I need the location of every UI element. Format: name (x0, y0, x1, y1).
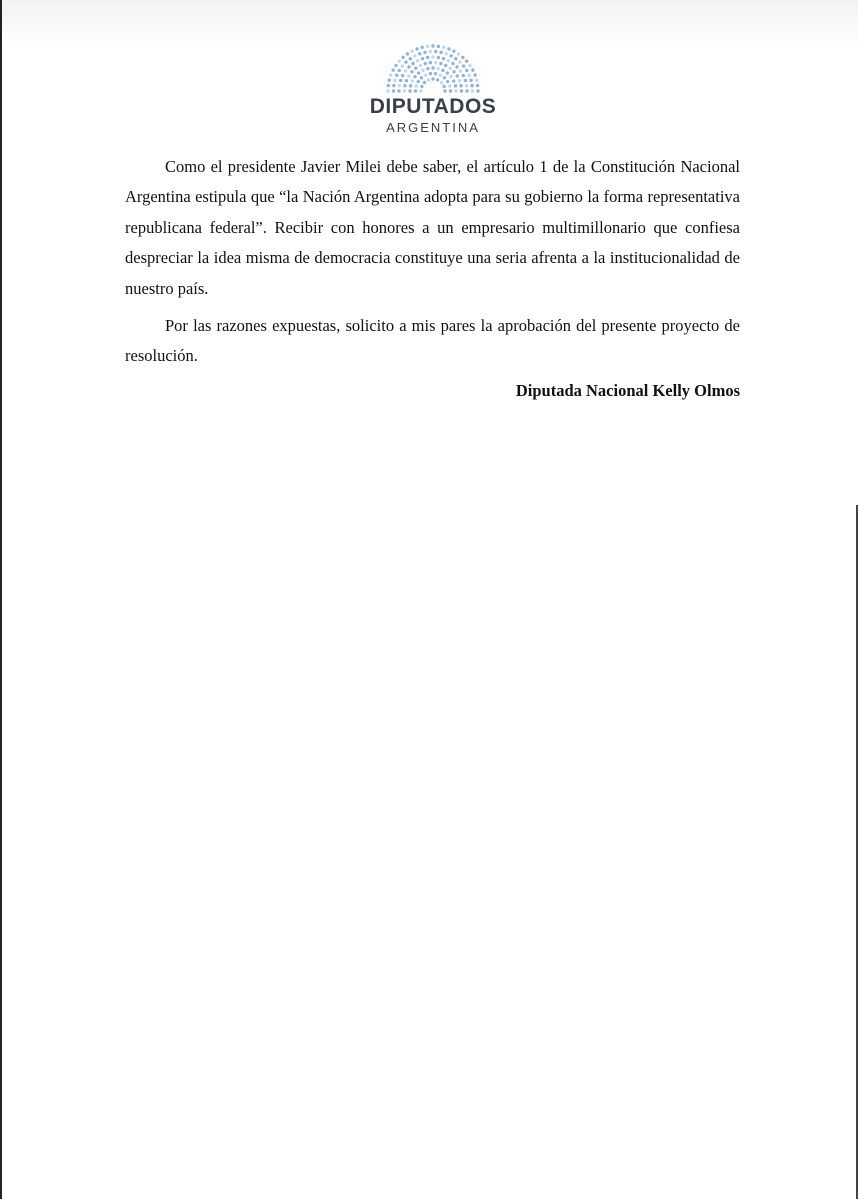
seat-dot (420, 76, 423, 79)
page-left-edge (0, 0, 2, 1199)
page-top-shade (2, 0, 858, 48)
seat-dot (415, 47, 418, 50)
seat-dot (443, 76, 446, 79)
seat-dot (395, 74, 398, 77)
seat-dot (460, 89, 463, 92)
seat-dot (398, 69, 401, 72)
seat-dot (446, 71, 449, 74)
seat-dot (454, 57, 457, 60)
seat-dot (405, 79, 408, 82)
seat-dot (459, 69, 462, 72)
seat-dot (462, 74, 465, 77)
seat-dot (404, 60, 407, 63)
seat-dot (473, 73, 476, 76)
seat-dot (401, 56, 404, 59)
seat-dot (417, 80, 420, 83)
seat-dot (458, 79, 461, 82)
seat-dot (452, 49, 455, 52)
seat-dot (386, 89, 389, 92)
seat-dot (426, 67, 429, 70)
seat-dot (403, 84, 406, 87)
seat-dot (392, 84, 395, 87)
seat-dot (457, 52, 460, 55)
seat-dot (442, 85, 445, 88)
seat-dot (431, 55, 434, 58)
seat-dot (410, 49, 413, 52)
seat-dot (454, 89, 457, 92)
seat-dot (411, 62, 414, 65)
seat-dot (462, 64, 465, 67)
paragraph-1: Como el presidente Javier Milei debe saber, el artículo 1 de la Constitución Nacional Argentina estipula que “la Nación Argentina adopta para su gobierno la forma representativa republicana federal”. Recibir con honores a un empresario multimillonario que confiesa despreciar la idea misma de democracia constituye una seria afrenta a la institucionalidad de nuestro país. (125, 157, 740, 298)
seat-dot (414, 67, 417, 70)
seat-dot (424, 73, 427, 76)
chamber-seats-icon (385, 44, 481, 94)
seat-dot (442, 57, 445, 60)
seat-dot (458, 60, 461, 63)
seat-dot (414, 89, 417, 92)
seat-dot (431, 66, 434, 69)
seat-dot (449, 89, 452, 92)
seat-dot (452, 79, 455, 82)
seat-dot (439, 51, 442, 54)
seat-dot (452, 70, 455, 73)
seat-dot (391, 68, 394, 71)
seat-dot (418, 52, 421, 55)
seat-dot (411, 79, 414, 82)
seat-dot (475, 79, 478, 82)
seat-dot (426, 56, 429, 59)
seat-dot (468, 64, 471, 67)
seat-dot (470, 84, 473, 87)
seat-dot (439, 73, 442, 76)
seat-dot (447, 47, 450, 50)
seat-dot (451, 62, 454, 65)
seat-dot (448, 84, 451, 87)
seat-dot (407, 74, 410, 77)
seat-dot (469, 79, 472, 82)
seat-dot (465, 89, 468, 92)
seat-dot (388, 79, 391, 82)
seat-dot (424, 62, 427, 65)
seat-dot (426, 45, 429, 48)
document-body (125, 152, 740, 372)
seat-dot (441, 69, 444, 72)
seat-dot (410, 70, 413, 73)
seat-dot (431, 77, 434, 80)
seat-dot (429, 72, 432, 75)
seat-dot (471, 68, 474, 71)
seat-dot (448, 67, 451, 70)
seat-dot (427, 78, 430, 81)
logo-subtitle: ARGENTINA (386, 120, 480, 135)
seat-dot (454, 84, 457, 87)
seat-dot (455, 65, 458, 68)
seat-dot (445, 52, 448, 55)
seat-dot (447, 59, 450, 62)
seat-dot (401, 74, 404, 77)
seat-dot (446, 80, 449, 83)
seat-dot (443, 89, 446, 92)
seat-dot (404, 69, 407, 72)
seat-dot (456, 74, 459, 77)
seat-dot (408, 89, 411, 92)
seat-dot (436, 78, 439, 81)
seat-dot (465, 69, 468, 72)
seat-dot (468, 74, 471, 77)
seat-dot (393, 79, 396, 82)
seat-dot (401, 64, 404, 67)
seat-dot (407, 65, 410, 68)
seat-dot (421, 57, 424, 60)
seat-dot (409, 57, 412, 60)
seat-dot (398, 84, 401, 87)
seat-dot (415, 84, 418, 87)
logo-title: DIPUTADOS (369, 95, 497, 118)
seat-dot (437, 45, 440, 48)
seat-dot (429, 50, 432, 53)
seat-dot (409, 84, 412, 87)
diputados-logo (368, 44, 498, 140)
seat-dot (434, 50, 437, 53)
seat-dot (389, 73, 392, 76)
seat-dot (419, 89, 422, 92)
seat-dot (398, 59, 401, 62)
seat-dot (394, 64, 397, 67)
seat-dot (399, 79, 402, 82)
paragraph-2: Por las razones expuestas, solicito a mis pares la aprobación del presente proyecto de resolución. (125, 316, 740, 366)
seat-dot (449, 54, 452, 57)
seat-dot (392, 89, 395, 92)
seat-dot (476, 84, 479, 87)
seat-dot (413, 75, 416, 78)
seat-dot (434, 61, 437, 64)
seat-dot (444, 64, 447, 67)
seat-dot (471, 89, 474, 92)
seat-dot (417, 71, 420, 74)
seat-dot (434, 72, 437, 75)
seat-dot (387, 84, 390, 87)
seat-dot (440, 81, 443, 84)
seat-dot (423, 51, 426, 54)
seat-dot (429, 61, 432, 64)
seat-dot (465, 84, 468, 87)
seat-dot (449, 75, 452, 78)
seat-dot (459, 84, 462, 87)
seat-dot (461, 56, 464, 59)
seat-dot (416, 59, 419, 62)
seat-dot (439, 62, 442, 65)
seat-dot (413, 54, 416, 57)
seat-dot (431, 44, 434, 47)
seat-dot (406, 52, 409, 55)
seat-dot (403, 89, 406, 92)
seat-dot (436, 67, 439, 70)
seat-dot (421, 46, 424, 49)
seat-dot (476, 89, 479, 92)
seat-dot (397, 89, 400, 92)
seat-dot (423, 81, 426, 84)
signature: Diputada Nacional Kelly Olmos (515, 381, 740, 400)
seat-dot (437, 56, 440, 59)
seat-dot (421, 69, 424, 72)
seat-dot (420, 85, 423, 88)
seat-dot (419, 64, 422, 67)
seat-dot (442, 46, 445, 49)
seat-dot (464, 79, 467, 82)
seat-dot (465, 59, 468, 62)
